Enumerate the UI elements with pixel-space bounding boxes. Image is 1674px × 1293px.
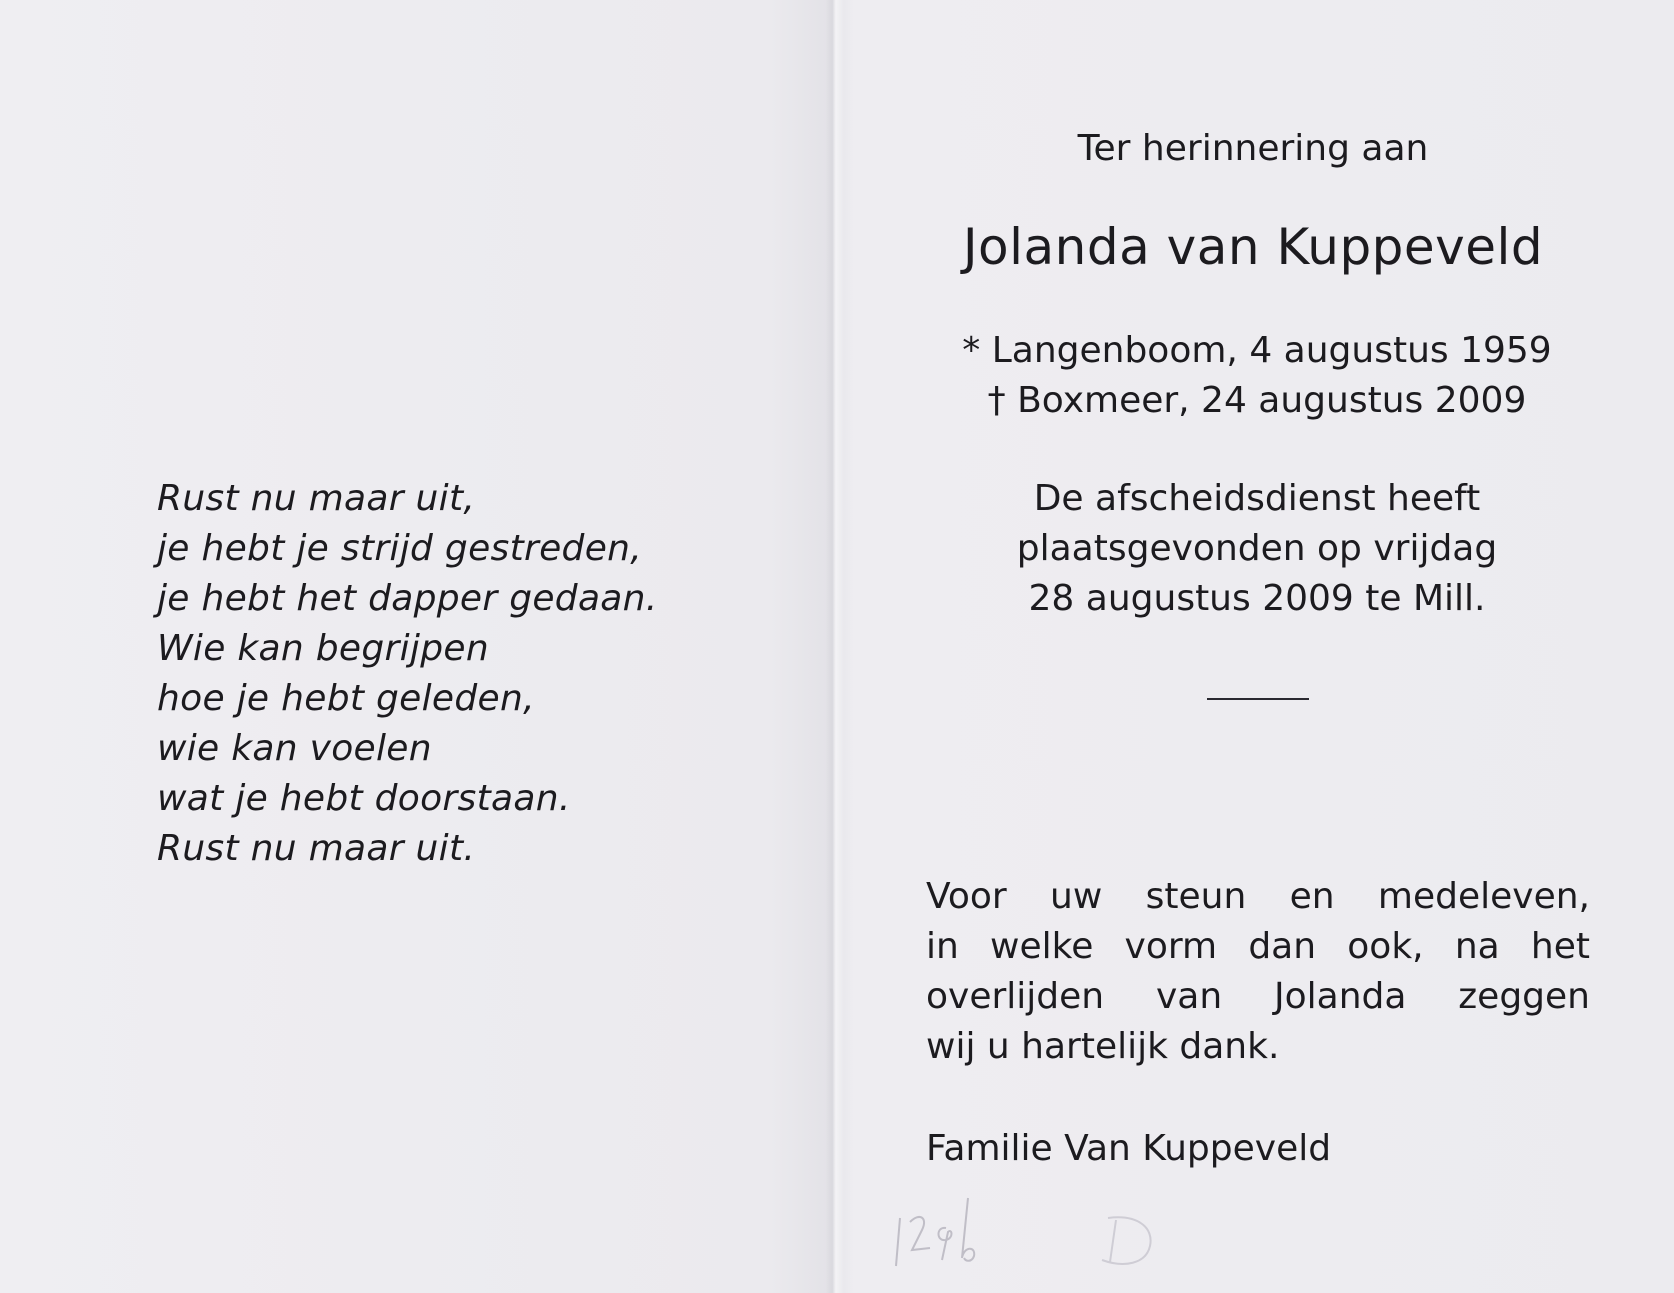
pencil-annotation	[888, 1188, 1188, 1278]
left-panel	[0, 0, 830, 1293]
divider-line	[1207, 698, 1309, 700]
thanks-line: overlijden van Jolanda zeggen	[926, 976, 1590, 1017]
birth-line: * Langenboom, 4 augustus 1959	[962, 330, 1552, 371]
poem-line: wie kan voelen	[157, 728, 432, 769]
thanks-line: in welke vorm dan ook, na het	[926, 926, 1590, 967]
poem-line: hoe je hebt geleden,	[157, 678, 535, 719]
service-info	[840, 474, 1674, 624]
thanks-line: wij u hartelijk dank.	[926, 1026, 1280, 1067]
intro-text: Ter herinnering aan	[1077, 128, 1429, 169]
thanks-paragraph	[926, 872, 1590, 1072]
service-line: De afscheidsdienst heeft	[1033, 478, 1481, 519]
service-line: 28 augustus 2009 te Mill.	[1028, 578, 1486, 619]
poem-line: Rust nu maar uit,	[157, 478, 476, 519]
poem-line: Wie kan begrijpen	[157, 628, 489, 669]
service-line: plaatsgevonden op vrijdag	[1016, 528, 1498, 569]
poem	[157, 474, 658, 874]
poem-line: je hebt het dapper gedaan.	[157, 578, 658, 619]
family-signature: Familie Van Kuppeveld	[926, 1128, 1332, 1169]
poem-line: Rust nu maar uit.	[157, 828, 476, 869]
poem-line: wat je hebt doorstaan.	[157, 778, 571, 819]
thanks-line: Voor uw steun en medeleven,	[926, 876, 1590, 917]
poem-line: je hebt je strijd gestreden,	[157, 528, 643, 569]
death-line: † Boxmeer, 24 augustus 2009	[987, 380, 1527, 421]
deceased-name: Jolanda van Kuppeveld	[962, 218, 1544, 276]
right-panel	[840, 0, 1674, 1293]
